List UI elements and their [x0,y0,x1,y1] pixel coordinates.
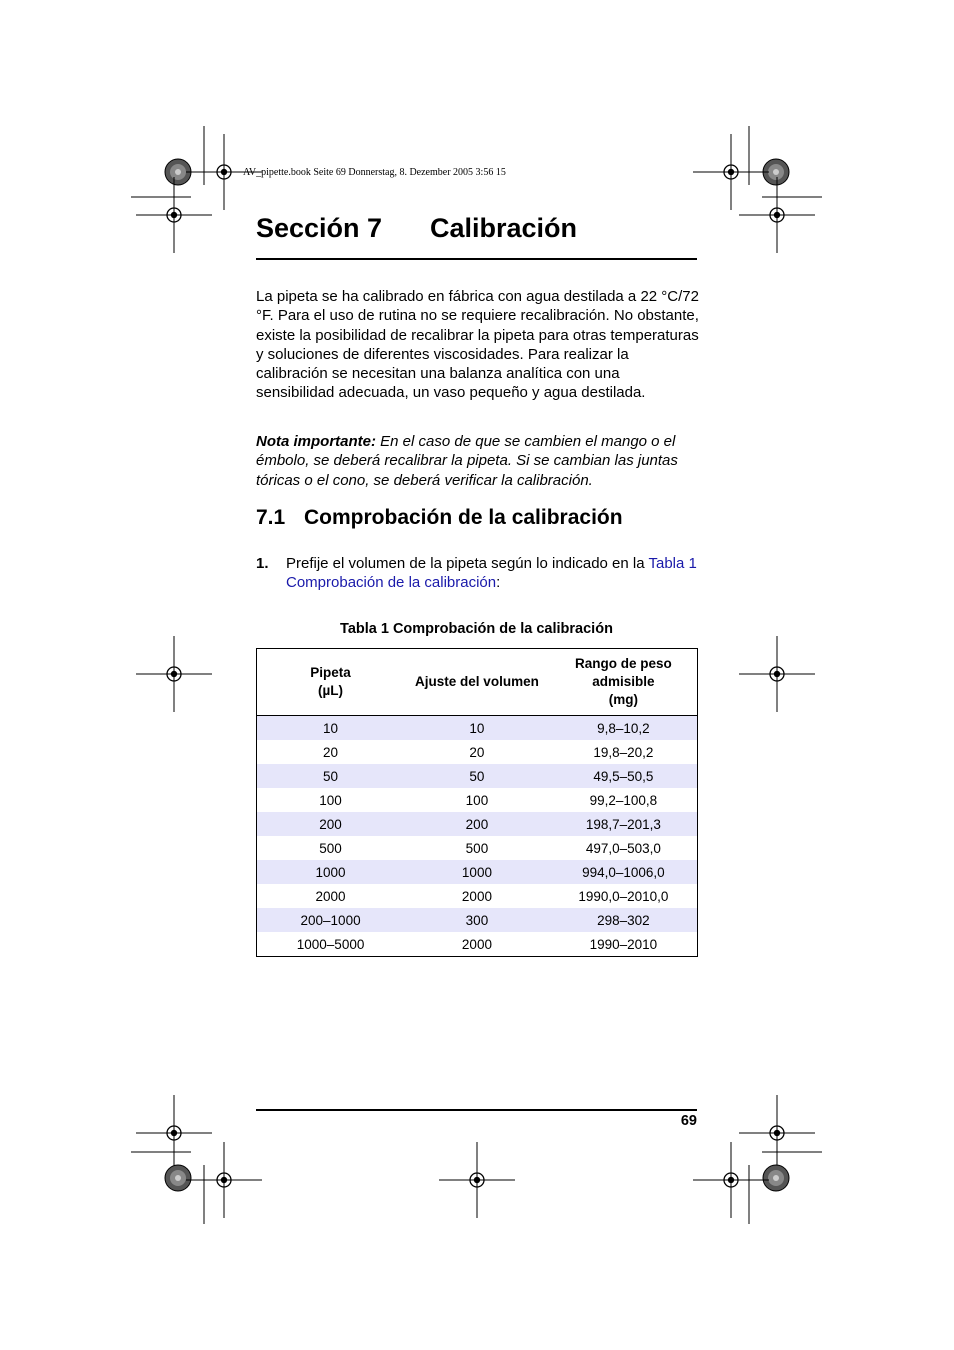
table-caption: Tabla 1 Comprobación de la calibración [340,621,613,637]
header-pipette: Pipeta (µL) [257,649,405,716]
cell-range: 198,7–201,3 [550,812,698,836]
cell-range: 19,8–20,2 [593,744,654,760]
cell-volume: 300 [404,908,550,932]
note-label: Nota importante: [256,433,376,450]
registration-mark-icon [739,1095,815,1171]
cell-range: 994,0–1006,0 [550,860,698,884]
cell-pipette: 1000–5000 [296,936,365,952]
subsection-title [256,506,623,530]
step-number: 1. [256,555,269,572]
cell-pipette: 100 [319,792,342,808]
header-volume-setting: Ajuste del volumen [404,649,550,716]
intro-paragraph: La pipeta se ha calibrado en fábrica con agua destilada a 22 °C/72 °F. Para el uso de rutina no se requiere recalibración. No obstante, existe la posibilidad de recalibrar la pipeta para otras temperaturas y soluciones de diferentes viscosidades. Para realizar la calibración se necesitan una balanza analítica con una sensibilidad adecuada, un vaso pequeño y agua destilada. [256,288,699,402]
cell-range: 1990,0–2010,0 [578,888,669,904]
section-heading: Calibración [430,213,578,243]
cell-pipette: 200 [257,812,405,836]
table-row [257,908,698,932]
registration-mark-icon [136,1095,212,1171]
registration-mark-icon [693,134,769,210]
section-title [256,213,697,260]
cell-volume: 50 [404,764,550,788]
registration-mark-icon [136,177,212,253]
cell-volume: 100 [465,792,489,808]
cell-pipette: 50 [257,764,405,788]
cell-volume: 200 [404,812,550,836]
table-reference-link[interactable]: Tabla 1 Comprobación de la calibración [286,555,697,592]
footer-rule [256,1109,697,1111]
cell-range: 1990–2010 [589,936,658,952]
table-row [257,740,698,764]
registration-mark-icon [739,636,815,712]
cell-range: 9,8–10,2 [550,716,698,741]
cell-pipette: 2000 [315,888,346,904]
important-note [256,432,701,490]
registration-mark-icon [739,177,815,253]
cell-pipette: 200–1000 [257,908,405,932]
note-text: En el caso de que se cambien el mango o el émbolo, se deberá recalibrar la pipeta. Si se cambian las juntas tóricas o el cono, se deberá verificar la calibración. [256,433,678,489]
step-punct: : [496,574,501,592]
step-text: Prefije el volumen de la pipeta según lo indicado en la [286,555,645,572]
registration-mark-icon [186,1142,262,1218]
cell-pipette: 10 [257,716,405,741]
cell-volume: 2000 [461,936,492,952]
table-row [257,860,698,884]
cell-volume: 500 [465,840,489,856]
step-item [256,554,701,593]
section-number: Sección 7 [256,213,383,243]
cell-pipette: 20 [323,744,339,760]
cell-range: 99,2–100,8 [589,792,658,808]
cell-volume: 2000 [461,888,492,904]
registration-mark-icon [693,1142,769,1218]
cell-range: 497,0–503,0 [585,840,661,856]
print-slug: AV_pipette.book Seite 69 Donnerstag, 8. Dezember 2005 3:56 15 [243,167,506,178]
table-row [257,884,698,908]
color-target-icon [763,1165,789,1191]
calibration-table [256,648,698,957]
registration-mark-icon [439,1142,515,1218]
cell-volume: 20 [469,744,485,760]
table-row [257,932,698,957]
cell-range: 298–302 [550,908,698,932]
color-target-icon [165,1165,191,1191]
header-weight-range: Rango de peso admisible (mg) [550,649,698,716]
table-row [257,716,698,741]
registration-mark-icon [136,636,212,712]
table-row [257,764,698,788]
cell-pipette: 500 [319,840,342,856]
table-row [257,812,698,836]
table-header-row [257,649,698,716]
cell-range: 49,5–50,5 [550,764,698,788]
table-row [257,788,698,812]
cell-volume: 1000 [404,860,550,884]
subsection-number: 7.1 [256,506,286,529]
cell-pipette: 1000 [257,860,405,884]
page-number: 69 [680,1113,697,1129]
table-row [257,836,698,860]
cell-volume: 10 [404,716,550,741]
subsection-heading: Comprobación de la calibración [304,506,623,529]
